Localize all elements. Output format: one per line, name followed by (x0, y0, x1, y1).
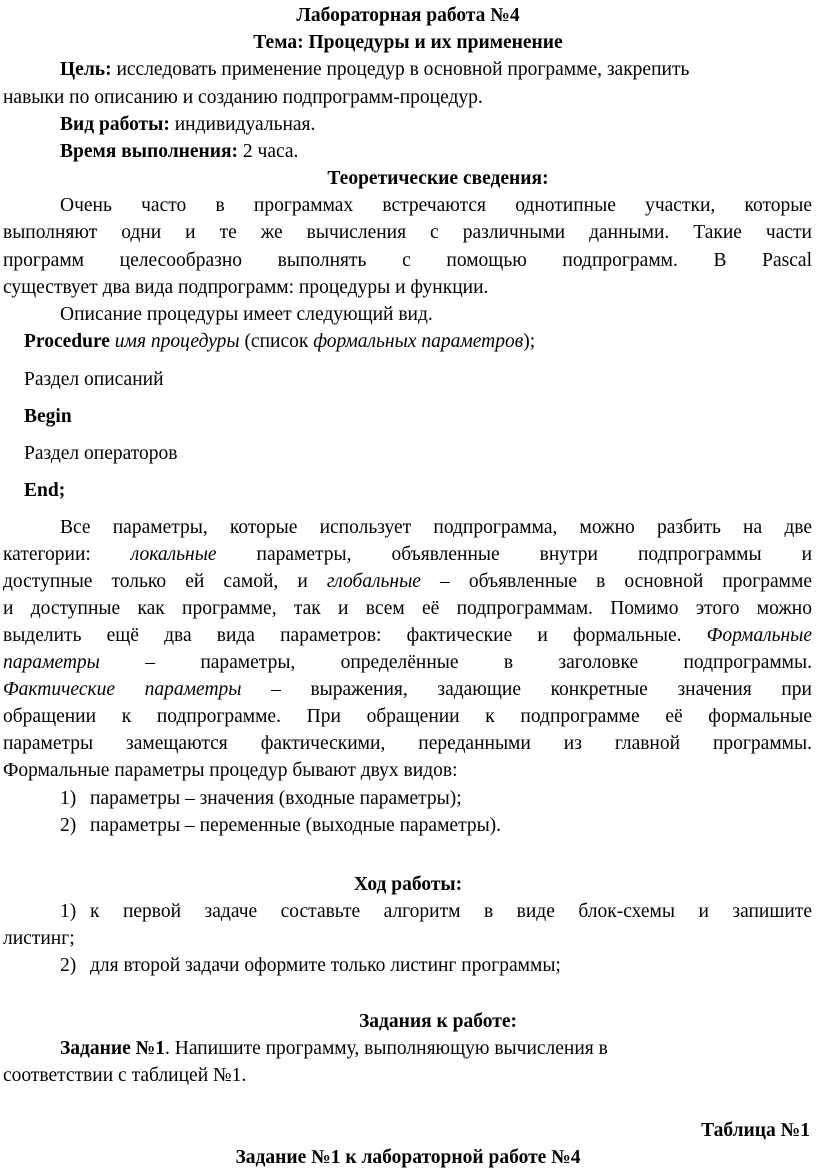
code-decl: Раздел описаний (24, 369, 164, 390)
text-run: категории: (3, 544, 131, 565)
text-run-italic: параметры (3, 652, 100, 673)
text-run: выделить ещё два вида параметров: фактические и формальные. (3, 625, 707, 646)
page-title: Лабораторная работа №4 (296, 5, 520, 26)
list-item (60, 787, 816, 811)
time-text: 2 часа. (238, 141, 299, 162)
text-run: – выражения, задающие конкретные значения при (241, 679, 812, 700)
list-text: параметры – значения (входные параметры); (90, 788, 462, 809)
list-text: к первой задаче составьте алгоритм в виде блок-схемы и запишите (90, 901, 812, 922)
theory-p3-line: Формальные параметры процедур бывают двух видов: (3, 760, 458, 781)
text-run: – параметры, определённые в заголовке подпрограммы. (99, 652, 812, 673)
kind-text: индивидуальная. (169, 114, 316, 135)
code-ops: Раздел операторов (24, 443, 178, 464)
list-number: 2) (60, 955, 77, 976)
theory-p1-line: программ целесообразно выполнять с помощью подпрограмм. В Pascal (3, 250, 812, 271)
list-number: 1) (60, 901, 77, 922)
code-close: ); (523, 331, 536, 352)
theory-p2: Описание процедуры имеет следующий вид. (60, 304, 433, 325)
topic-heading: Тема: Процедуры и их применение (253, 32, 563, 53)
work-item-cont: листинг; (3, 928, 75, 949)
text-run-italic: Фактические параметры (3, 679, 242, 700)
code-procedure-line (24, 330, 816, 354)
list-item (60, 814, 816, 838)
task1-line-2: соответствии с таблицей №1. (3, 1065, 247, 1086)
code-name: имя процедуры (109, 331, 240, 352)
list-text: для второй задачи оформите только листинг программы; (90, 955, 561, 976)
text-run: доступные только ей самой, и (3, 571, 327, 592)
list-text: параметры – переменные (выходные параметры). (90, 815, 502, 836)
theory-heading: Теоретические сведения: (327, 168, 549, 189)
theory-p3-line: параметры замещаются фактическими, переданными из главной программы. (3, 733, 812, 754)
theory-p3-line: и доступные как программе, так и всем её подпрограммам. Помимо этого можно (3, 598, 812, 619)
kind-line (60, 113, 816, 137)
time-line (60, 140, 816, 164)
code-begin: Begin (24, 406, 72, 427)
task1-text: . Напишите программу, выполняющую вычисления в (165, 1038, 608, 1059)
code-open: (список (239, 331, 314, 352)
task1-line (60, 1037, 816, 1061)
theory-p1-line: выполняют одни и те же вычисления с различными данными. Такие части (3, 222, 812, 243)
goal-line-2: навыки по описанию и созданию подпрограмм-процедур. (3, 87, 483, 108)
text-run-italic: Формальные (706, 625, 812, 646)
table-label: Таблица №1 (701, 1120, 810, 1141)
table-title: Задание №1 к лабораторной работе №4 (235, 1147, 581, 1168)
theory-p1-line: Очень часто в программах встречаются однотипные участки, которые (60, 195, 812, 216)
theory-p3-line (3, 678, 812, 702)
theory-p3-line: обращении к подпрограмме. При обращении к подпрограмме её формальные (3, 706, 812, 727)
list-number: 1) (60, 788, 77, 809)
time-label: Время выполнения: (60, 141, 239, 162)
goal-text: исследовать применение процедур в основной программе, закрепить (111, 59, 690, 80)
task1-label: Задание №1 (60, 1038, 166, 1059)
theory-p3-line (3, 570, 812, 594)
list-number: 2) (60, 815, 77, 836)
goal-line (60, 58, 810, 82)
theory-p3-line (3, 624, 812, 648)
theory-p3-line (3, 651, 812, 675)
work-item (60, 900, 812, 924)
theory-p3-line: Все параметры, которые использует подпрограмма, можно разбить на две (60, 517, 812, 538)
goal-label: Цель: (60, 59, 112, 80)
code-params: формальных параметров (313, 331, 524, 352)
text-run: параметры, объявленные внутри подпрограммы и (216, 544, 813, 565)
text-run-italic: локальные (130, 544, 217, 565)
work-heading: Ход работы: (353, 874, 463, 895)
code-keyword: Procedure (24, 331, 110, 352)
kind-label: Вид работы: (60, 114, 170, 135)
code-end: End; (24, 480, 66, 501)
work-item (60, 954, 816, 978)
theory-p1-line: существует два вида подпрограмм: процедуры и функции. (3, 277, 489, 298)
tasks-heading: Задания к работе: (359, 1011, 517, 1032)
text-run: – объявленные в основной программе (420, 571, 812, 592)
theory-p3-line (3, 543, 812, 567)
text-run-italic: глобальные (326, 571, 421, 592)
